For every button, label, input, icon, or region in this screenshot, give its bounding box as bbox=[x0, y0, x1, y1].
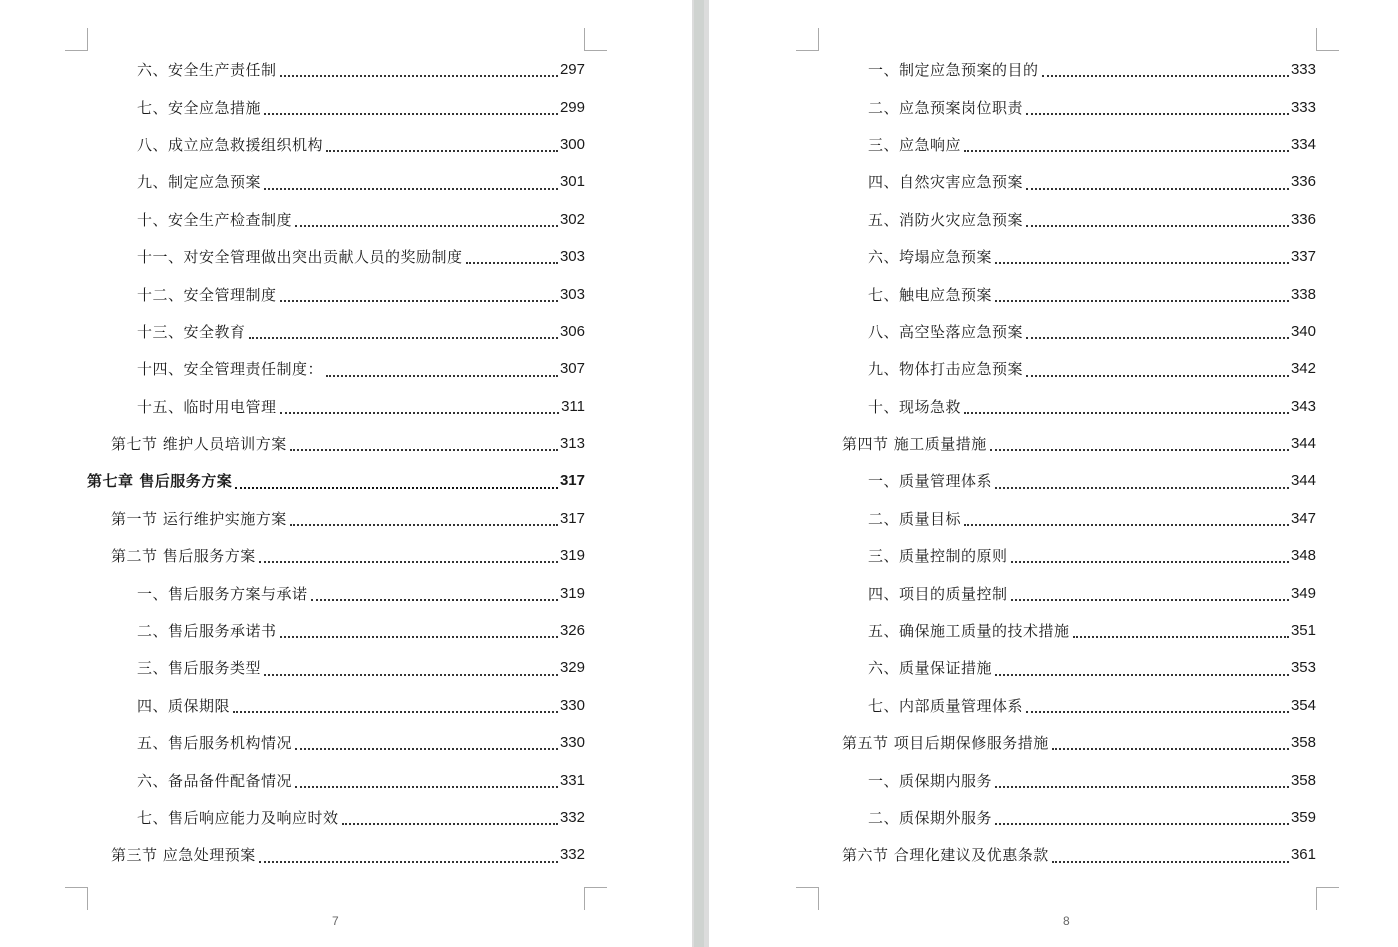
toc-entry-title: 三、质量控制的原则 bbox=[868, 547, 1008, 566]
toc-entry[interactable] bbox=[818, 126, 1316, 163]
toc-entry-title: 六、备品备件配备情况 bbox=[137, 771, 293, 790]
toc-entry-page-number: 344 bbox=[1290, 472, 1316, 490]
toc-entry[interactable] bbox=[87, 88, 585, 125]
page-number-right: 8 bbox=[1063, 914, 1070, 928]
margin-mark-bottom-left bbox=[65, 887, 88, 910]
toc-entry-page-number: 353 bbox=[1290, 659, 1316, 677]
toc-entry-page-number: 338 bbox=[1290, 285, 1316, 303]
toc-entry-page-number: 333 bbox=[1290, 98, 1316, 116]
toc-dot-leader bbox=[342, 822, 558, 825]
toc-entry[interactable] bbox=[818, 574, 1316, 611]
toc-entry-title: 十二、安全管理制度 bbox=[137, 285, 277, 304]
toc-entry-title: 五、售后服务机构情况 bbox=[137, 734, 293, 753]
margin-mark-bottom-right bbox=[1316, 887, 1339, 910]
toc-dot-leader bbox=[233, 710, 558, 713]
toc-entry-title: 第六节 合理化建议及优惠条款 bbox=[842, 846, 1049, 865]
toc-entry[interactable] bbox=[87, 836, 585, 873]
toc-entry-page-number: 336 bbox=[1290, 173, 1316, 191]
toc-entry-page-number: 326 bbox=[559, 622, 585, 640]
toc-entry[interactable] bbox=[818, 799, 1316, 836]
toc-dot-leader bbox=[1011, 560, 1289, 563]
toc-entry[interactable] bbox=[818, 537, 1316, 574]
toc-entry[interactable] bbox=[818, 163, 1316, 200]
toc-entry-title: 九、制定应急预案 bbox=[137, 173, 262, 192]
toc-entry-title: 一、售后服务方案与承诺 bbox=[137, 584, 308, 603]
toc-entry-page-number: 331 bbox=[559, 771, 585, 789]
toc-entry[interactable] bbox=[87, 275, 585, 312]
toc-entry[interactable] bbox=[818, 388, 1316, 425]
gutter-divider bbox=[694, 0, 704, 947]
toc-entry-title: 十、安全生产检查制度 bbox=[137, 210, 293, 229]
toc-dot-leader bbox=[264, 187, 558, 190]
toc-entry-title: 四、项目的质量控制 bbox=[868, 584, 1008, 603]
toc-entry-page-number: 361 bbox=[1290, 846, 1316, 864]
toc-entry-title: 七、安全应急措施 bbox=[137, 98, 262, 117]
toc-entry[interactable] bbox=[818, 238, 1316, 275]
toc-entry-title: 第二节 售后服务方案 bbox=[111, 547, 256, 566]
toc-entry-title: 十四、安全管理责任制度： bbox=[137, 360, 324, 379]
page-gutter bbox=[692, 0, 709, 947]
toc-entry-page-number: 351 bbox=[1290, 622, 1316, 640]
toc-entry-title: 八、成立应急救援组织机构 bbox=[137, 135, 324, 154]
toc-entry-page-number: 349 bbox=[1290, 584, 1316, 602]
toc-dot-leader bbox=[466, 261, 558, 264]
toc-dot-leader bbox=[264, 673, 558, 676]
toc-entry-title: 九、物体打击应急预案 bbox=[868, 360, 1024, 379]
toc-dot-leader bbox=[311, 598, 558, 601]
toc-entry-page-number: 297 bbox=[559, 61, 585, 79]
toc-dot-leader bbox=[326, 149, 558, 152]
toc-entry-page-number: 330 bbox=[559, 696, 585, 714]
toc-entry-page-number: 329 bbox=[559, 659, 585, 677]
toc-dot-leader bbox=[249, 336, 558, 339]
margin-mark-bottom-left bbox=[796, 887, 819, 910]
toc-dot-leader bbox=[1052, 747, 1289, 750]
toc-dot-leader bbox=[235, 486, 558, 489]
toc-entry[interactable] bbox=[818, 724, 1316, 761]
toc-entry-title: 第五节 项目后期保修服务措施 bbox=[842, 734, 1049, 753]
toc-entry[interactable] bbox=[818, 761, 1316, 798]
toc-entry-title: 三、售后服务类型 bbox=[137, 659, 262, 678]
toc-entry-title: 第三节 应急处理预案 bbox=[111, 846, 256, 865]
toc-entry-page-number: 302 bbox=[559, 210, 585, 228]
toc-dot-leader bbox=[280, 74, 558, 77]
toc-dot-leader bbox=[964, 523, 1289, 526]
toc-entry-page-number: 301 bbox=[559, 173, 585, 191]
toc-dot-leader bbox=[1026, 374, 1289, 377]
toc-entry-page-number: 300 bbox=[559, 135, 585, 153]
toc-entry-title: 四、质保期限 bbox=[137, 696, 231, 715]
toc-dot-leader bbox=[1026, 710, 1289, 713]
toc-entry[interactable] bbox=[87, 425, 585, 462]
toc-entry[interactable] bbox=[87, 126, 585, 163]
toc-entry[interactable] bbox=[87, 574, 585, 611]
toc-entry-page-number: 336 bbox=[1290, 210, 1316, 228]
toc-dot-leader bbox=[1073, 635, 1289, 638]
toc-entry-title: 十三、安全教育 bbox=[137, 322, 246, 341]
toc-entry[interactable] bbox=[87, 388, 585, 425]
toc-entry-page-number: 303 bbox=[559, 248, 585, 266]
toc-entry-title: 二、质量目标 bbox=[868, 509, 962, 528]
toc-entry[interactable] bbox=[818, 313, 1316, 350]
toc-entry-page-number: 332 bbox=[559, 846, 585, 864]
toc-entry-title: 六、垮塌应急预案 bbox=[868, 248, 993, 267]
toc-dot-leader bbox=[1052, 860, 1289, 863]
toc-entry[interactable] bbox=[87, 350, 585, 387]
toc-entry-title: 十一、对安全管理做出突出贡献人员的奖励制度 bbox=[137, 248, 463, 267]
toc-dot-leader bbox=[1026, 187, 1289, 190]
toc-entry-title: 二、应急预案岗位职责 bbox=[868, 98, 1024, 117]
toc-entry[interactable] bbox=[818, 350, 1316, 387]
toc-entry[interactable] bbox=[87, 537, 585, 574]
toc-dot-leader bbox=[995, 261, 1289, 264]
toc-entry[interactable] bbox=[818, 51, 1316, 88]
margin-mark-top-left bbox=[796, 28, 819, 51]
toc-entry-page-number: 303 bbox=[559, 285, 585, 303]
toc-entry[interactable] bbox=[818, 500, 1316, 537]
toc-dot-leader bbox=[1026, 112, 1289, 115]
toc-entry[interactable] bbox=[87, 163, 585, 200]
toc-entry-page-number: 358 bbox=[1290, 771, 1316, 789]
toc-dot-leader bbox=[259, 560, 558, 563]
toc-dot-leader bbox=[1026, 336, 1289, 339]
toc-entry-title: 七、内部质量管理体系 bbox=[868, 696, 1024, 715]
toc-dot-leader bbox=[280, 411, 560, 414]
page-left bbox=[0, 0, 692, 947]
toc-entry[interactable] bbox=[87, 799, 585, 836]
toc-entry-page-number: 319 bbox=[559, 584, 585, 602]
toc-dot-leader bbox=[290, 523, 558, 526]
toc-entry-page-number: 337 bbox=[1290, 248, 1316, 266]
toc-entry-page-number: 319 bbox=[559, 547, 585, 565]
toc-entry-page-number: 359 bbox=[1290, 809, 1316, 826]
toc-entry-title: 七、触电应急预案 bbox=[868, 285, 993, 304]
toc-dot-leader bbox=[290, 448, 558, 451]
toc-entry[interactable] bbox=[818, 462, 1316, 499]
toc-entry[interactable] bbox=[818, 612, 1316, 649]
toc-entry-page-number: 340 bbox=[1290, 322, 1316, 340]
toc-dot-leader bbox=[995, 785, 1289, 788]
toc-entry-title: 四、自然灾害应急预案 bbox=[868, 173, 1024, 192]
toc-dot-leader bbox=[1042, 74, 1289, 77]
toc-dot-leader bbox=[990, 448, 1289, 451]
toc-entry-title: 第一节 运行维护实施方案 bbox=[111, 509, 287, 528]
toc-entry[interactable] bbox=[87, 724, 585, 761]
toc-entry-page-number: 317 bbox=[559, 509, 585, 527]
toc-entry-title: 二、质保期外服务 bbox=[868, 809, 993, 827]
table-of-contents-right bbox=[818, 51, 1316, 874]
toc-entry-title: 十、现场急救 bbox=[868, 397, 962, 416]
margin-mark-top-right bbox=[584, 28, 607, 51]
toc-dot-leader bbox=[264, 112, 558, 115]
toc-dot-leader bbox=[995, 299, 1289, 302]
toc-dot-leader bbox=[326, 374, 558, 377]
toc-entry[interactable] bbox=[87, 201, 585, 238]
toc-entry[interactable] bbox=[818, 649, 1316, 686]
toc-entry-page-number: 330 bbox=[559, 734, 585, 752]
toc-dot-leader bbox=[1011, 598, 1289, 601]
toc-entry-page-number: 306 bbox=[559, 322, 585, 340]
toc-entry-page-number: 317 bbox=[559, 472, 585, 490]
toc-dot-leader bbox=[964, 411, 1289, 414]
toc-entry-page-number: 334 bbox=[1290, 135, 1316, 153]
toc-entry[interactable] bbox=[87, 51, 585, 88]
toc-dot-leader bbox=[995, 673, 1289, 676]
toc-entry-page-number: 311 bbox=[561, 397, 585, 415]
toc-dot-leader bbox=[964, 149, 1289, 152]
toc-entry-title: 五、确保施工质量的技术措施 bbox=[868, 622, 1070, 641]
toc-entry-title: 三、应急响应 bbox=[868, 135, 962, 154]
toc-entry-page-number: 332 bbox=[559, 809, 585, 826]
toc-entry-page-number: 347 bbox=[1290, 509, 1316, 527]
toc-dot-leader bbox=[1026, 224, 1289, 227]
toc-entry-title: 第七章 售后服务方案 bbox=[87, 472, 233, 491]
toc-entry[interactable] bbox=[818, 425, 1316, 462]
toc-entry-title: 六、安全生产责任制 bbox=[137, 61, 277, 80]
page-right bbox=[709, 0, 1398, 947]
toc-entry[interactable] bbox=[818, 275, 1316, 312]
toc-entry-page-number: 348 bbox=[1290, 547, 1316, 565]
toc-entry[interactable] bbox=[818, 201, 1316, 238]
toc-entry[interactable] bbox=[87, 687, 585, 724]
toc-entry-page-number: 307 bbox=[559, 360, 585, 378]
toc-entry-title: 十五、临时用电管理 bbox=[137, 397, 277, 416]
toc-dot-leader bbox=[995, 486, 1289, 489]
table-of-contents-left bbox=[87, 51, 585, 874]
toc-dot-leader bbox=[280, 299, 558, 302]
toc-entry[interactable] bbox=[87, 313, 585, 350]
toc-entry-page-number: 343 bbox=[1290, 397, 1316, 415]
toc-entry[interactable] bbox=[87, 238, 585, 275]
toc-entry-title: 一、质量管理体系 bbox=[868, 472, 993, 491]
toc-entry[interactable] bbox=[87, 500, 585, 537]
toc-entry-title: 五、消防火灾应急预案 bbox=[868, 210, 1024, 229]
toc-entry-title: 第四节 施工质量措施 bbox=[842, 435, 987, 454]
toc-entry[interactable] bbox=[87, 462, 585, 499]
toc-dot-leader bbox=[280, 635, 558, 638]
toc-entry-page-number: 344 bbox=[1290, 435, 1316, 453]
toc-entry-page-number: 313 bbox=[559, 435, 585, 453]
toc-entry-title: 第七节 维护人员培训方案 bbox=[111, 435, 287, 454]
toc-entry[interactable] bbox=[87, 761, 585, 798]
toc-entry-title: 七、售后响应能力及响应时效 bbox=[137, 809, 339, 827]
toc-dot-leader bbox=[295, 747, 558, 750]
toc-entry[interactable] bbox=[87, 649, 585, 686]
toc-entry-page-number: 299 bbox=[559, 98, 585, 116]
toc-entry-title: 一、质保期内服务 bbox=[868, 771, 993, 790]
toc-entry-page-number: 333 bbox=[1290, 61, 1316, 79]
toc-entry-page-number: 358 bbox=[1290, 734, 1316, 752]
toc-entry-title: 八、高空坠落应急预案 bbox=[868, 322, 1024, 341]
margin-mark-top-right bbox=[1316, 28, 1339, 51]
toc-dot-leader bbox=[295, 785, 558, 788]
toc-entry[interactable] bbox=[818, 88, 1316, 125]
page-number-left: 7 bbox=[332, 914, 339, 928]
toc-entry[interactable] bbox=[818, 836, 1316, 873]
margin-mark-top-left bbox=[65, 28, 88, 51]
toc-entry-title: 一、制定应急预案的目的 bbox=[868, 61, 1039, 80]
toc-entry-page-number: 354 bbox=[1290, 696, 1316, 714]
toc-entry-title: 六、质量保证措施 bbox=[868, 659, 993, 678]
toc-dot-leader bbox=[995, 822, 1289, 825]
toc-dot-leader bbox=[295, 224, 558, 227]
toc-entry[interactable] bbox=[87, 612, 585, 649]
toc-dot-leader bbox=[259, 860, 558, 863]
toc-entry-page-number: 342 bbox=[1290, 360, 1316, 378]
toc-entry-title: 二、售后服务承诺书 bbox=[137, 622, 277, 641]
toc-entry[interactable] bbox=[818, 687, 1316, 724]
margin-mark-bottom-right bbox=[584, 887, 607, 910]
